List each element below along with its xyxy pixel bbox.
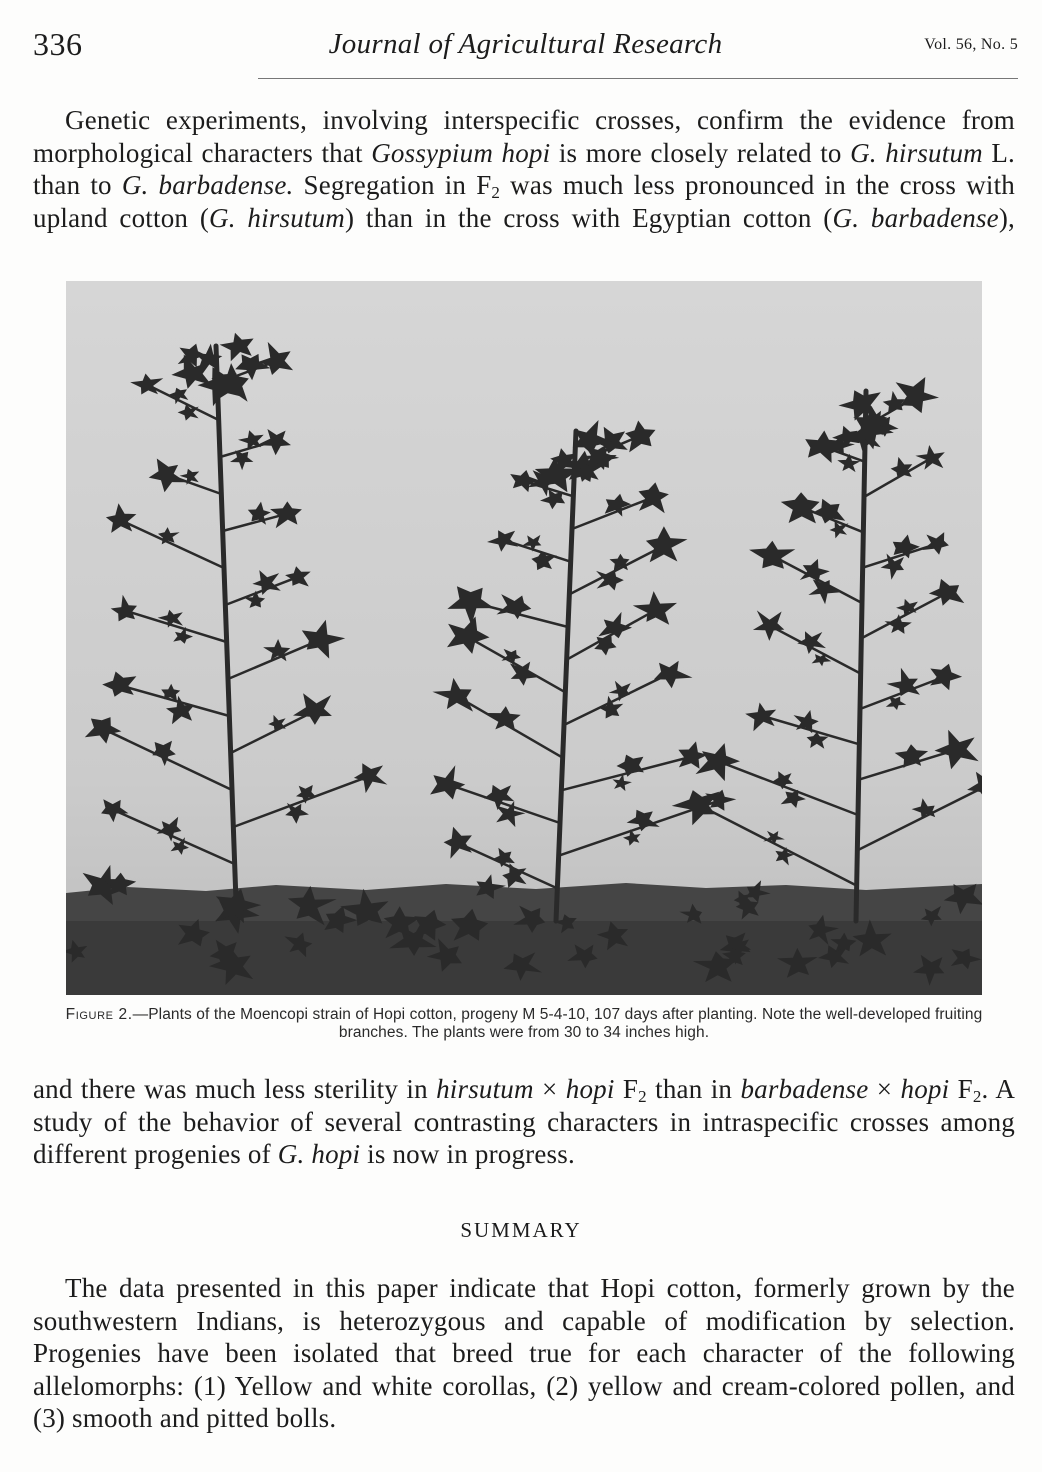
text-run: than in	[646, 1074, 741, 1104]
text-run: Genetic experiments, involving interspecific crosses, confirm the evidence from morphological characters that	[33, 105, 1015, 168]
body-paragraph-genetic-experiments	[33, 104, 1015, 234]
text-run: and there was much less sterility in	[33, 1074, 437, 1104]
header-rule	[258, 78, 1018, 79]
volume-number: Vol. 56, No. 5	[924, 36, 1018, 53]
text-run: is now in progress.	[360, 1139, 575, 1169]
caption-label: Figure 2.	[65, 1006, 133, 1023]
species-name: G. barbadense.	[121, 170, 294, 200]
caption-text: —Plants of the Moencopi strain of Hopi cotton, progeny M 5-4-10, 107 days after planting. Note the well-developed fruiting branches. The plants were from 30 to 34 inches high.	[132, 1006, 983, 1041]
species-name: G. barbadense	[832, 202, 999, 233]
generation-subscript: 2	[972, 1087, 982, 1106]
text-run: ) than in the cross with Egyptian cotton (	[345, 202, 833, 233]
cotton-plants-photo	[66, 281, 982, 995]
figure-caption	[33, 1006, 1015, 1042]
species-name: G. hopi	[277, 1139, 361, 1169]
generation-subscript: 2	[638, 1087, 647, 1106]
page-number: 336	[33, 26, 83, 62]
journal-title: Journal of Agricultural Research	[328, 28, 723, 60]
species-name: G. hirsutum	[850, 137, 983, 168]
species-name: hopi	[900, 1074, 950, 1104]
species-name: G. hirsutum	[209, 202, 346, 233]
species-name: barbadense	[740, 1074, 869, 1104]
species-name: hirsutum	[436, 1074, 534, 1104]
cross-symbol: ×	[533, 1074, 566, 1104]
running-head	[33, 26, 1018, 66]
figure-photograph-hopi-cotton-plants	[66, 281, 982, 995]
text-run: L. than to	[33, 137, 1015, 200]
species-name: Gossypium hopi	[371, 137, 551, 168]
cross-symbol: ×	[868, 1074, 901, 1104]
body-paragraph-sterility	[33, 1073, 1015, 1171]
text-run: F	[949, 1074, 973, 1104]
text-run: Segregation in F	[293, 170, 492, 200]
text-run: . A study of the behavior of several contrasting characters in intraspecific crosses among different progenies of	[33, 1074, 1016, 1169]
text-run: ),	[998, 202, 1016, 233]
generation-subscript: 2	[491, 183, 501, 202]
species-name: hopi	[565, 1074, 615, 1104]
text-run: was much less pronounced in the cross with upland cotton (	[33, 170, 1016, 233]
text-run: is more closely related to	[550, 137, 851, 168]
text-run: F	[614, 1074, 639, 1104]
summary-paragraph: The data presented in this paper indicate that Hopi cotton, formerly grown by the southwestern Indians, is heterozygous and capable of modification by selection. Progenies have been isolated that breed true for each character of the following allelomorphs: (1) Yellow and white corollas, (2) yellow and cream-colored pollen, and (3) smooth and pitted bolls.	[33, 1273, 1015, 1433]
section-heading-summary: SUMMARY	[460, 1218, 582, 1242]
